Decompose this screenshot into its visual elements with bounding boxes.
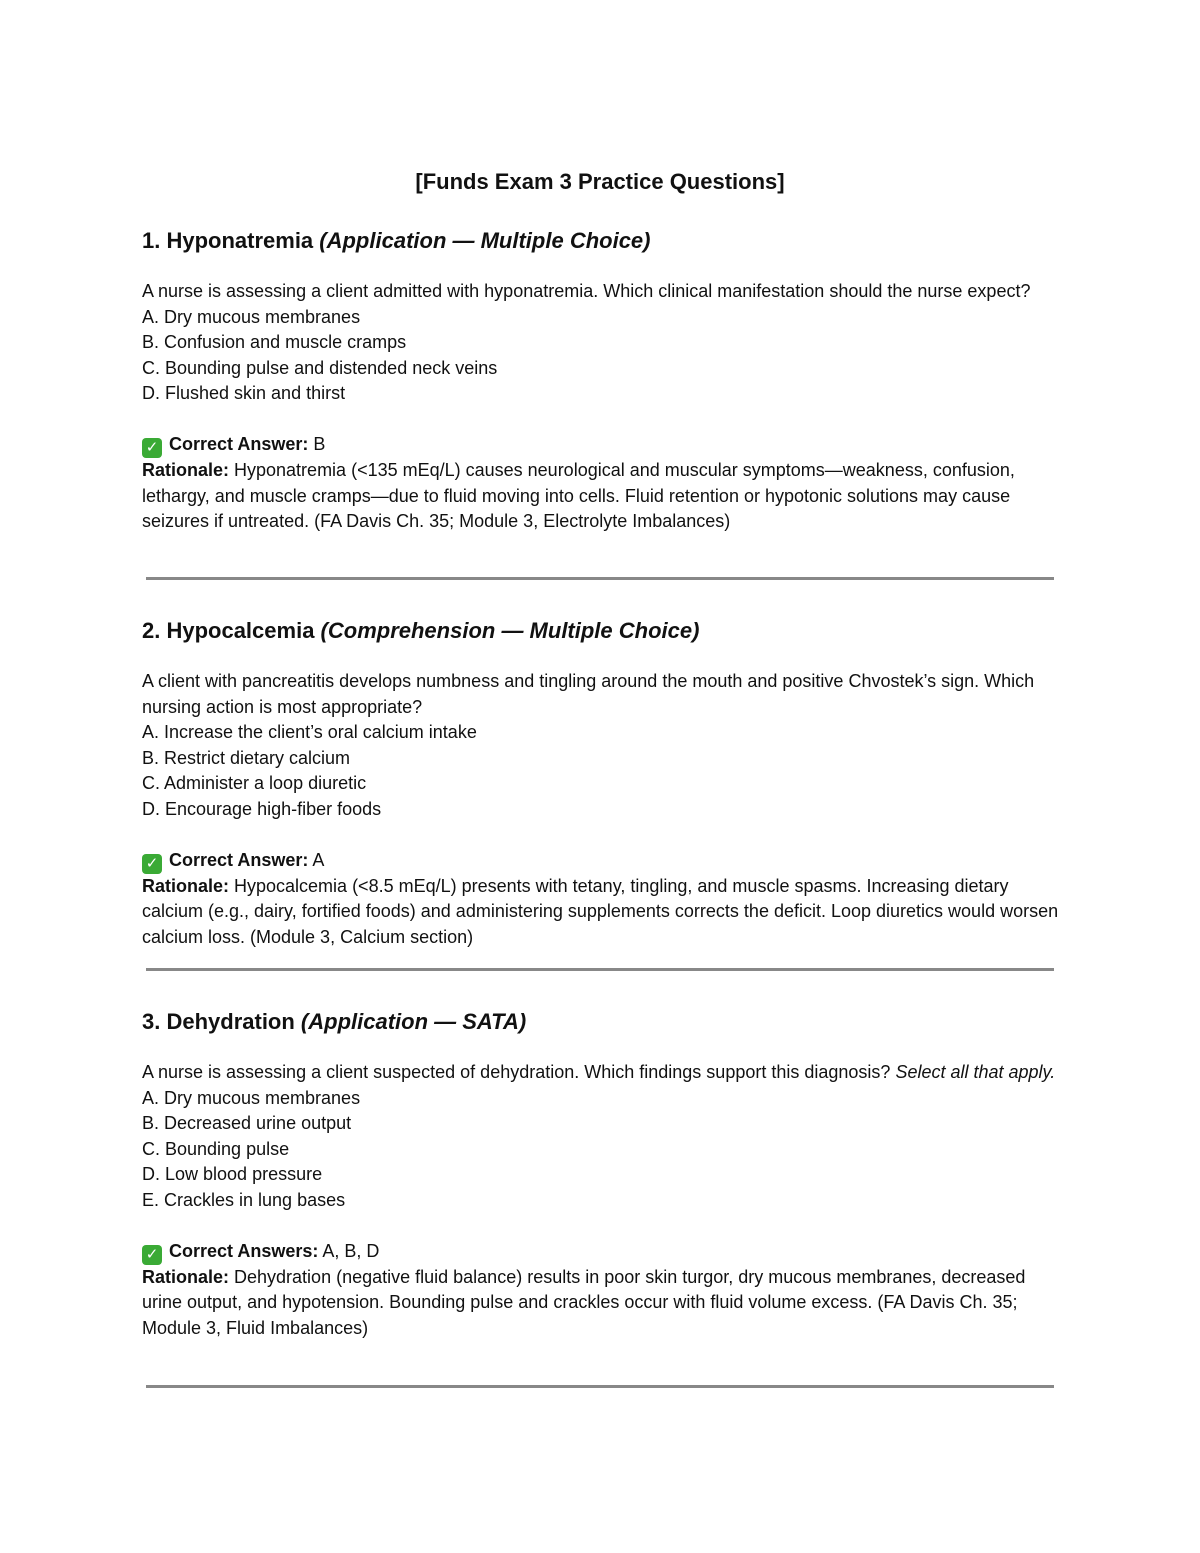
question-topic: 1. Hyponatremia — [142, 228, 320, 253]
question-stem-text: A client with pancreatitis develops numbness and tingling around the mouth and positive Chvostek’s sign. Which nursing action is most appropriate? — [142, 671, 1035, 717]
rationale-text: Hypocalcemia (<8.5 mEq/L) presents with tetany, tingling, and muscle spasms. Increasing dietary calcium (e.g., dairy, fortified foods) and administering supplements corrects the deficit. Loop diuretics would worsen calcium loss. (Module 3, Calcium section) — [142, 875, 1059, 947]
question-2 — [142, 617, 1062, 950]
question-body — [142, 669, 1062, 823]
question-stem-text: A nurse is assessing a client admitted with hyponatremia. Which clinical manifestation should the nurse expect? — [142, 281, 1031, 301]
rationale-label: Rationale: — [142, 1266, 230, 1287]
rationale — [142, 874, 1062, 951]
question-1 — [142, 227, 1062, 535]
question-type: (Application — Multiple Choice) — [319, 228, 651, 253]
question-3 — [142, 1008, 1062, 1341]
page-title: [Funds Exam 3 Practice Questions] — [415, 169, 785, 194]
correct-answer-label: Correct Answer: — [169, 849, 309, 870]
rationale-text: Hyponatremia (<135 mEq/L) causes neurological and muscular symptoms—weakness, confusion, lethargy, and muscle cramps—due to fluid moving into cells. Fluid retention or hypotonic solutions may cause seizures if untreated. (FA Davis Ch. 35; Module 3, Electrolyte Imbalances) — [142, 459, 1015, 532]
correct-answer — [142, 432, 1062, 458]
check-mark-icon: ✓ — [142, 854, 162, 874]
answer-option: A. Dry mucous membranes — [142, 1087, 361, 1108]
question-type: (Application — SATA) — [300, 1009, 527, 1034]
answer-option: D. Flushed skin and thirst — [142, 383, 346, 404]
question-topic: 3. Dehydration — [142, 1009, 301, 1034]
correct-answer — [142, 848, 1062, 874]
correct-answer-value: B — [308, 433, 326, 454]
answer-option: C. Bounding pulse — [142, 1138, 290, 1159]
correct-answer-label: Correct Answers: — [169, 1240, 319, 1261]
question-heading — [142, 617, 1062, 645]
question-stem — [142, 669, 1062, 720]
correct-answer-value: A — [308, 849, 325, 870]
section-divider — [146, 577, 1054, 580]
question-stem-italic: Select all that apply. — [895, 1062, 1056, 1082]
question-stem — [142, 1060, 1062, 1086]
answer-block — [142, 848, 1062, 951]
answer-option: C. Administer a loop diuretic — [142, 773, 367, 794]
answer-block — [142, 1239, 1062, 1342]
question-topic: 2. Hypocalcemia — [142, 618, 321, 643]
answer-option: B. Confusion and muscle cramps — [142, 332, 407, 353]
check-mark-icon: ✓ — [142, 438, 162, 458]
question-body — [142, 1060, 1062, 1214]
question-type: (Comprehension — Multiple Choice) — [320, 618, 700, 643]
rationale-label: Rationale: — [142, 459, 230, 480]
answer-option: B. Restrict dietary calcium — [142, 747, 351, 768]
correct-answer-value: A, B, D — [318, 1240, 380, 1261]
rationale-text: Dehydration (negative fluid balance) results in poor skin turgor, dry mucous membranes, decreased urine output, and hypotension. Bounding pulse and crackles occur with fluid volume excess. (FA Davis Ch. 35; Module 3, Fluid Imbalances) — [142, 1266, 1026, 1338]
correct-answer-label: Correct Answer: — [169, 433, 309, 454]
answer-option: C. Bounding pulse and distended neck veins — [142, 357, 498, 378]
answer-option: D. Low blood pressure — [142, 1164, 323, 1185]
question-heading — [142, 227, 1062, 255]
answer-block — [142, 432, 1062, 535]
check-mark-icon: ✓ — [142, 1245, 162, 1265]
answer-option: E. Crackles in lung bases — [142, 1189, 346, 1210]
answer-option: D. Encourage high-fiber foods — [142, 798, 382, 819]
correct-answer — [142, 1239, 1062, 1265]
rationale — [142, 1265, 1062, 1342]
rationale — [142, 458, 1062, 535]
question-stem-text: A nurse is assessing a client suspected of dehydration. Which findings support this diagnosis? — [142, 1062, 896, 1082]
answer-option: A. Increase the client’s oral calcium intake — [142, 722, 477, 743]
question-stem — [142, 279, 1062, 305]
question-heading — [142, 1008, 1062, 1036]
question-body — [142, 279, 1062, 407]
section-divider — [146, 968, 1054, 971]
section-divider — [146, 1385, 1054, 1388]
answer-option: A. Dry mucous membranes — [142, 306, 361, 327]
answer-option: B. Decreased urine output — [142, 1113, 352, 1134]
rationale-label: Rationale: — [142, 875, 230, 896]
